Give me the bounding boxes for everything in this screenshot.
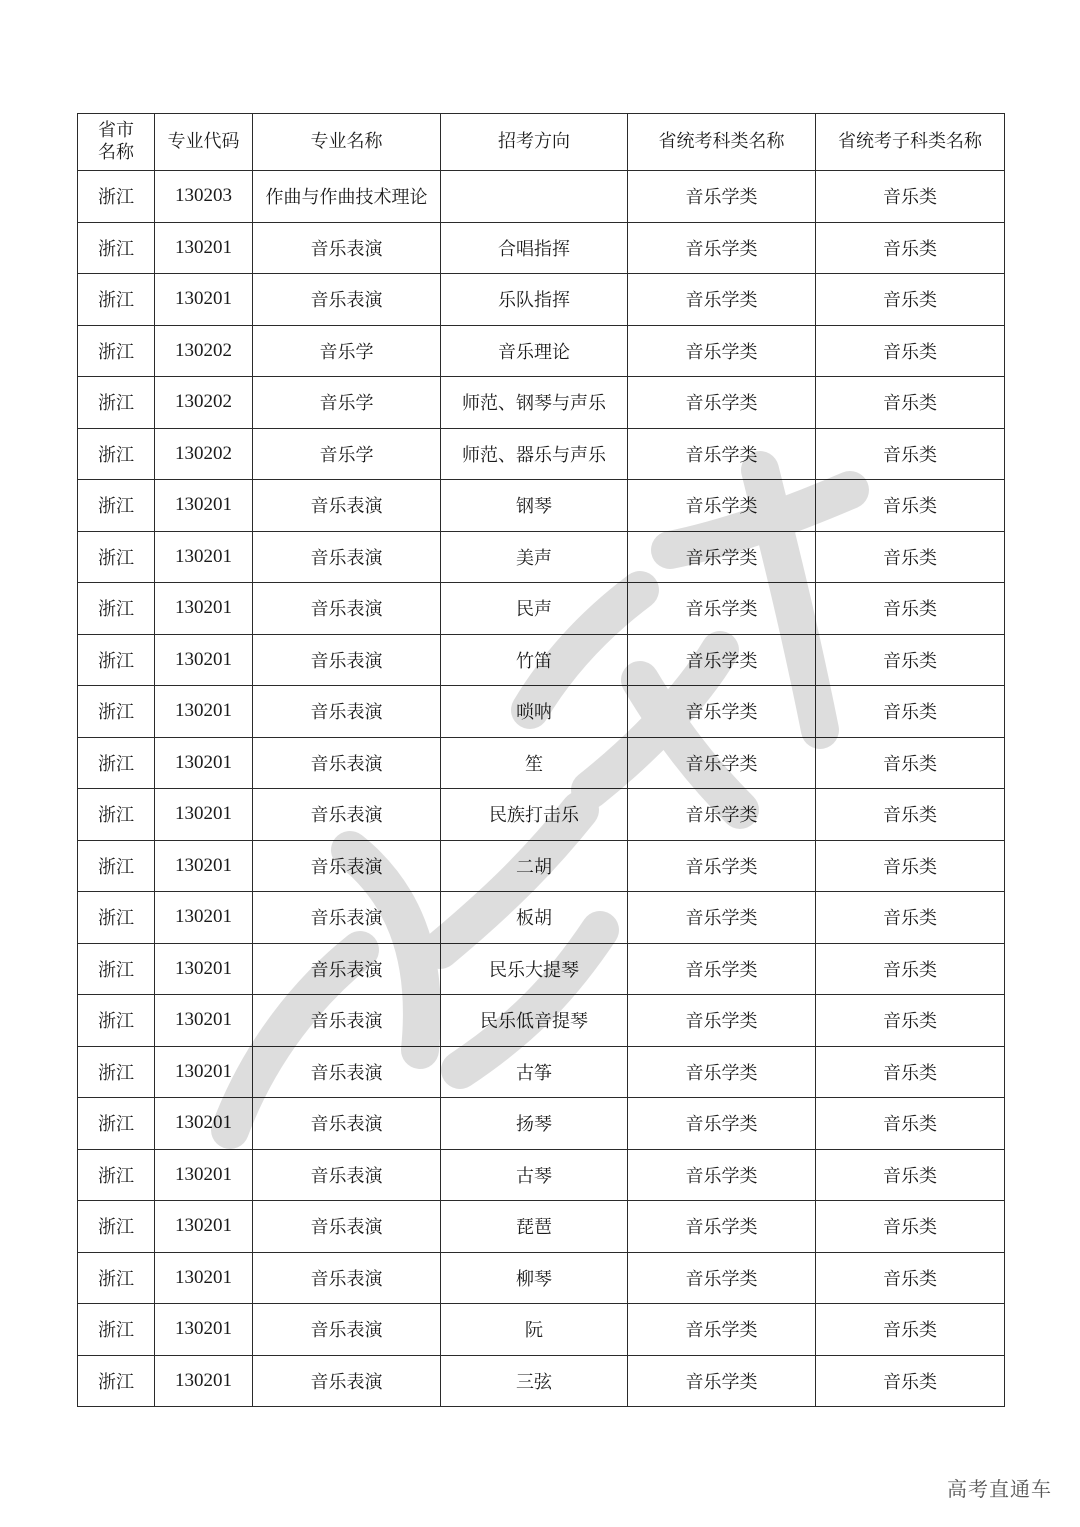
cell-province: 浙江 xyxy=(78,686,155,738)
table-row xyxy=(78,583,1005,635)
cell-direction: 民乐低音提琴 xyxy=(441,995,628,1047)
table-row xyxy=(78,789,1005,841)
cell-province: 浙江 xyxy=(78,789,155,841)
cell-exam-category: 音乐学类 xyxy=(628,892,816,944)
cell-major-code: 130202 xyxy=(155,325,253,377)
cell-major-code: 130201 xyxy=(155,1098,253,1150)
cell-exam-subcategory: 音乐类 xyxy=(816,1355,1005,1407)
cell-major-name: 音乐表演 xyxy=(253,274,441,326)
table-row xyxy=(78,1149,1005,1201)
cell-major-code: 130201 xyxy=(155,737,253,789)
cell-province: 浙江 xyxy=(78,840,155,892)
cell-major-name: 音乐表演 xyxy=(253,1304,441,1356)
cell-exam-category: 音乐学类 xyxy=(628,840,816,892)
cell-exam-category: 音乐学类 xyxy=(628,531,816,583)
cell-exam-category: 音乐学类 xyxy=(628,789,816,841)
cell-direction: 师范、钢琴与声乐 xyxy=(441,377,628,429)
cell-exam-category: 音乐学类 xyxy=(628,222,816,274)
cell-exam-category: 音乐学类 xyxy=(628,686,816,738)
cell-direction: 竹笛 xyxy=(441,634,628,686)
cell-major-name: 音乐表演 xyxy=(253,222,441,274)
cell-major-code: 130201 xyxy=(155,686,253,738)
header-province-line2: 名称 xyxy=(98,142,134,163)
cell-major-name: 音乐表演 xyxy=(253,583,441,635)
cell-province: 浙江 xyxy=(78,634,155,686)
cell-exam-category: 音乐学类 xyxy=(628,377,816,429)
cell-direction: 师范、器乐与声乐 xyxy=(441,428,628,480)
cell-exam-subcategory: 音乐类 xyxy=(816,480,1005,532)
cell-exam-subcategory: 音乐类 xyxy=(816,737,1005,789)
table-row xyxy=(78,531,1005,583)
table-row xyxy=(78,222,1005,274)
cell-exam-category: 音乐学类 xyxy=(628,1098,816,1150)
cell-exam-category: 音乐学类 xyxy=(628,480,816,532)
cell-exam-subcategory: 音乐类 xyxy=(816,274,1005,326)
cell-major-code: 130201 xyxy=(155,892,253,944)
cell-major-name: 音乐表演 xyxy=(253,1098,441,1150)
table-row xyxy=(78,943,1005,995)
cell-province: 浙江 xyxy=(78,1046,155,1098)
cell-exam-category: 音乐学类 xyxy=(628,737,816,789)
cell-exam-subcategory: 音乐类 xyxy=(816,325,1005,377)
cell-direction: 民乐大提琴 xyxy=(441,943,628,995)
cell-major-code: 130202 xyxy=(155,377,253,429)
cell-province: 浙江 xyxy=(78,171,155,223)
cell-exam-category: 音乐学类 xyxy=(628,1355,816,1407)
cell-exam-subcategory: 音乐类 xyxy=(816,840,1005,892)
cell-direction: 钢琴 xyxy=(441,480,628,532)
header-major-name: 专业名称 xyxy=(253,114,441,171)
cell-exam-subcategory: 音乐类 xyxy=(816,1252,1005,1304)
cell-province: 浙江 xyxy=(78,1149,155,1201)
cell-major-code: 130201 xyxy=(155,943,253,995)
cell-major-name: 音乐表演 xyxy=(253,1149,441,1201)
header-row xyxy=(78,114,1005,171)
cell-direction: 琵琶 xyxy=(441,1201,628,1253)
footer-brand: 高考直通车 xyxy=(947,1477,1052,1501)
cell-exam-category: 音乐学类 xyxy=(628,171,816,223)
table-row xyxy=(78,274,1005,326)
cell-province: 浙江 xyxy=(78,1304,155,1356)
cell-major-name: 作曲与作曲技术理论 xyxy=(253,171,441,223)
header-province-line1: 省市 xyxy=(98,120,134,141)
cell-direction: 音乐理论 xyxy=(441,325,628,377)
table-body xyxy=(78,171,1005,1407)
cell-direction: 古琴 xyxy=(441,1149,628,1201)
cell-major-name: 音乐表演 xyxy=(253,995,441,1047)
cell-major-code: 130201 xyxy=(155,1046,253,1098)
cell-major-code: 130201 xyxy=(155,1149,253,1201)
cell-exam-subcategory: 音乐类 xyxy=(816,995,1005,1047)
cell-exam-subcategory: 音乐类 xyxy=(816,222,1005,274)
cell-direction: 乐队指挥 xyxy=(441,274,628,326)
table-row xyxy=(78,995,1005,1047)
cell-major-code: 130201 xyxy=(155,1355,253,1407)
cell-major-code: 130201 xyxy=(155,1201,253,1253)
cell-exam-subcategory: 音乐类 xyxy=(816,1201,1005,1253)
cell-direction: 民声 xyxy=(441,583,628,635)
cell-exam-subcategory: 音乐类 xyxy=(816,428,1005,480)
enrollment-table xyxy=(77,113,1005,1407)
table-row xyxy=(78,480,1005,532)
cell-major-code: 130201 xyxy=(155,1252,253,1304)
cell-exam-category: 音乐学类 xyxy=(628,274,816,326)
cell-province: 浙江 xyxy=(78,1098,155,1150)
table-row xyxy=(78,840,1005,892)
cell-major-code: 130201 xyxy=(155,480,253,532)
cell-exam-subcategory: 音乐类 xyxy=(816,1098,1005,1150)
cell-major-name: 音乐表演 xyxy=(253,840,441,892)
cell-exam-subcategory: 音乐类 xyxy=(816,377,1005,429)
table-row xyxy=(78,377,1005,429)
cell-province: 浙江 xyxy=(78,428,155,480)
cell-direction: 扬琴 xyxy=(441,1098,628,1150)
cell-province: 浙江 xyxy=(78,531,155,583)
table-row xyxy=(78,171,1005,223)
cell-exam-subcategory: 音乐类 xyxy=(816,171,1005,223)
cell-province: 浙江 xyxy=(78,1252,155,1304)
cell-major-code: 130201 xyxy=(155,840,253,892)
table-row xyxy=(78,1201,1005,1253)
cell-province: 浙江 xyxy=(78,737,155,789)
cell-major-code: 130201 xyxy=(155,1304,253,1356)
cell-major-name: 音乐表演 xyxy=(253,1201,441,1253)
cell-exam-subcategory: 音乐类 xyxy=(816,634,1005,686)
cell-province: 浙江 xyxy=(78,1355,155,1407)
cell-province: 浙江 xyxy=(78,274,155,326)
cell-major-name: 音乐表演 xyxy=(253,686,441,738)
cell-direction: 三弦 xyxy=(441,1355,628,1407)
table-row xyxy=(78,1355,1005,1407)
table-row xyxy=(78,892,1005,944)
cell-exam-subcategory: 音乐类 xyxy=(816,686,1005,738)
cell-exam-category: 音乐学类 xyxy=(628,1201,816,1253)
cell-exam-subcategory: 音乐类 xyxy=(816,1046,1005,1098)
cell-exam-category: 音乐学类 xyxy=(628,943,816,995)
cell-major-code: 130201 xyxy=(155,634,253,686)
header-exam-subcategory: 省统考子科类名称 xyxy=(816,114,1005,171)
cell-exam-subcategory: 音乐类 xyxy=(816,1149,1005,1201)
cell-direction: 合唱指挥 xyxy=(441,222,628,274)
cell-direction xyxy=(441,171,628,223)
cell-major-name: 音乐表演 xyxy=(253,789,441,841)
cell-direction: 板胡 xyxy=(441,892,628,944)
cell-major-name: 音乐表演 xyxy=(253,1355,441,1407)
table-header xyxy=(78,114,1005,171)
table-row xyxy=(78,428,1005,480)
cell-exam-category: 音乐学类 xyxy=(628,428,816,480)
cell-direction: 美声 xyxy=(441,531,628,583)
cell-exam-subcategory: 音乐类 xyxy=(816,1304,1005,1356)
cell-province: 浙江 xyxy=(78,1201,155,1253)
cell-province: 浙江 xyxy=(78,583,155,635)
header-province xyxy=(78,114,155,171)
cell-province: 浙江 xyxy=(78,480,155,532)
cell-province: 浙江 xyxy=(78,995,155,1047)
cell-exam-category: 音乐学类 xyxy=(628,583,816,635)
cell-exam-subcategory: 音乐类 xyxy=(816,789,1005,841)
cell-major-name: 音乐学 xyxy=(253,428,441,480)
cell-major-code: 130201 xyxy=(155,274,253,326)
table-row xyxy=(78,634,1005,686)
cell-major-name: 音乐表演 xyxy=(253,1046,441,1098)
cell-province: 浙江 xyxy=(78,892,155,944)
cell-major-name: 音乐表演 xyxy=(253,480,441,532)
cell-direction: 阮 xyxy=(441,1304,628,1356)
table-row xyxy=(78,686,1005,738)
cell-exam-subcategory: 音乐类 xyxy=(816,531,1005,583)
cell-province: 浙江 xyxy=(78,325,155,377)
cell-exam-category: 音乐学类 xyxy=(628,1149,816,1201)
cell-major-code: 130203 xyxy=(155,171,253,223)
table-row xyxy=(78,325,1005,377)
cell-province: 浙江 xyxy=(78,943,155,995)
cell-major-code: 130201 xyxy=(155,995,253,1047)
cell-exam-category: 音乐学类 xyxy=(628,1304,816,1356)
table-row xyxy=(78,737,1005,789)
cell-exam-subcategory: 音乐类 xyxy=(816,583,1005,635)
cell-major-name: 音乐表演 xyxy=(253,737,441,789)
table-row xyxy=(78,1304,1005,1356)
cell-direction: 二胡 xyxy=(441,840,628,892)
cell-direction: 民族打击乐 xyxy=(441,789,628,841)
cell-exam-category: 音乐学类 xyxy=(628,325,816,377)
cell-direction: 唢呐 xyxy=(441,686,628,738)
cell-major-name: 音乐表演 xyxy=(253,892,441,944)
cell-major-code: 130202 xyxy=(155,428,253,480)
table-row xyxy=(78,1252,1005,1304)
cell-major-code: 130201 xyxy=(155,531,253,583)
cell-exam-subcategory: 音乐类 xyxy=(816,943,1005,995)
table-row xyxy=(78,1046,1005,1098)
cell-exam-category: 音乐学类 xyxy=(628,1252,816,1304)
header-major-code: 专业代码 xyxy=(155,114,253,171)
cell-exam-subcategory: 音乐类 xyxy=(816,892,1005,944)
cell-major-name: 音乐表演 xyxy=(253,943,441,995)
cell-province: 浙江 xyxy=(78,222,155,274)
cell-direction: 笙 xyxy=(441,737,628,789)
cell-major-name: 音乐学 xyxy=(253,325,441,377)
cell-major-name: 音乐学 xyxy=(253,377,441,429)
cell-province: 浙江 xyxy=(78,377,155,429)
table-row xyxy=(78,1098,1005,1150)
cell-direction: 古筝 xyxy=(441,1046,628,1098)
cell-direction: 柳琴 xyxy=(441,1252,628,1304)
cell-exam-category: 音乐学类 xyxy=(628,1046,816,1098)
header-direction: 招考方向 xyxy=(441,114,628,171)
header-exam-category: 省统考科类名称 xyxy=(628,114,816,171)
cell-major-code: 130201 xyxy=(155,789,253,841)
cell-major-code: 130201 xyxy=(155,583,253,635)
cell-exam-category: 音乐学类 xyxy=(628,995,816,1047)
cell-major-name: 音乐表演 xyxy=(253,531,441,583)
cell-exam-category: 音乐学类 xyxy=(628,634,816,686)
cell-major-name: 音乐表演 xyxy=(253,1252,441,1304)
cell-major-name: 音乐表演 xyxy=(253,634,441,686)
cell-major-code: 130201 xyxy=(155,222,253,274)
